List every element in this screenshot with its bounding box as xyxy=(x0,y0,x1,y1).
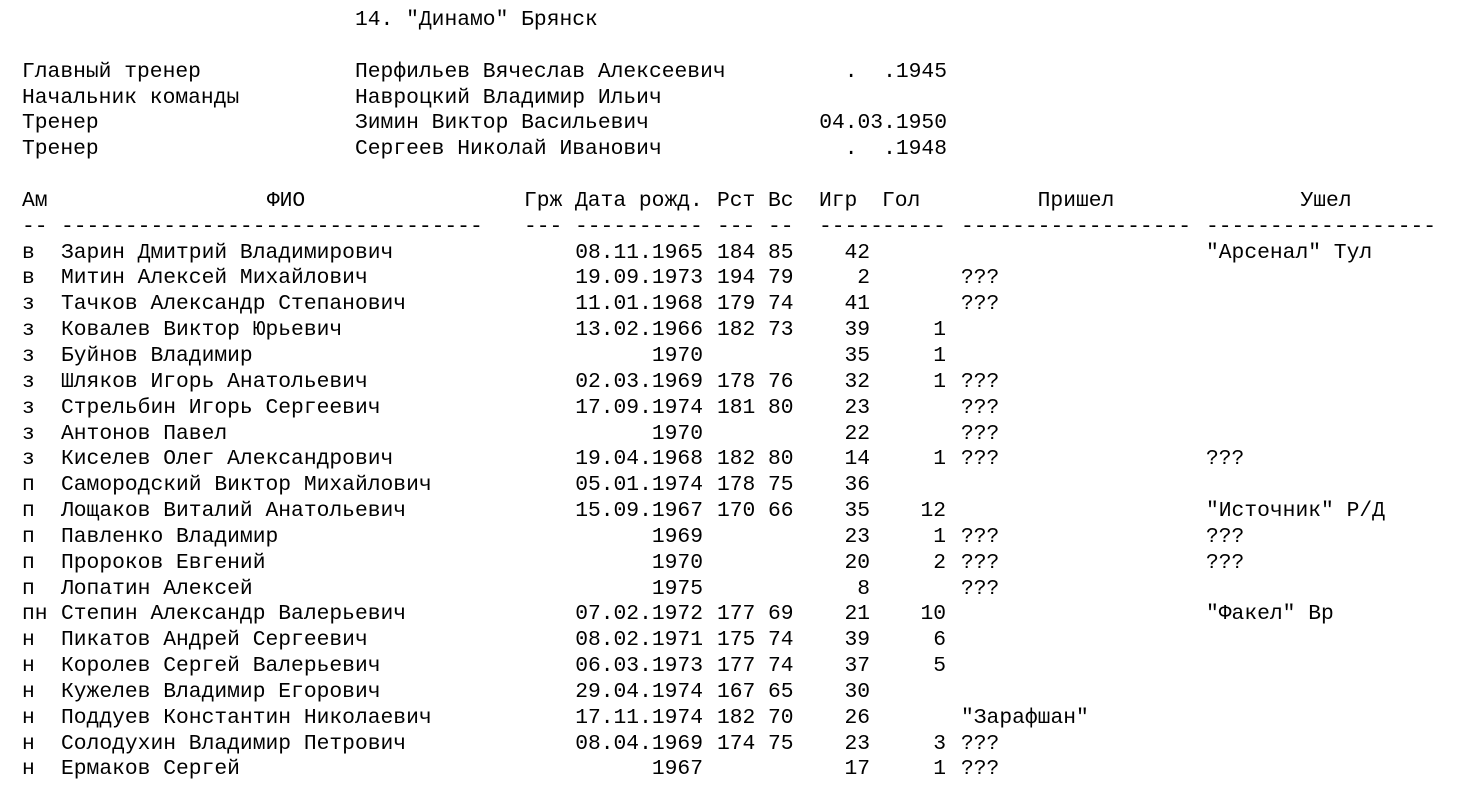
cell-height: 182 xyxy=(717,705,756,730)
cell-pos: н xyxy=(22,705,35,730)
cell-name: Ермаков Сергей xyxy=(61,757,240,782)
cell-weight: 66 xyxy=(768,499,794,524)
cell-height: 167 xyxy=(717,679,756,704)
header-height: Рст xyxy=(717,188,756,213)
header-from: Пришел xyxy=(1037,188,1115,213)
cell-pos: з xyxy=(22,343,35,368)
cell-to: ??? xyxy=(1206,447,1245,472)
header-name: ФИО xyxy=(266,188,306,213)
cell-weight: 75 xyxy=(768,473,794,498)
cell-goals: 1 xyxy=(933,343,946,368)
table-row xyxy=(22,757,1452,783)
cell-from: ??? xyxy=(961,395,1000,420)
cell-birth: 06.03.1973 xyxy=(575,654,703,679)
cell-weight: 74 xyxy=(768,654,794,679)
table-row xyxy=(22,318,1452,344)
cell-games: 42 xyxy=(844,240,870,265)
cell-weight: 69 xyxy=(768,602,794,627)
cell-goals: 1 xyxy=(933,447,946,472)
table-row xyxy=(22,628,1452,654)
cell-goals: 5 xyxy=(933,654,946,679)
cell-birth: 19.09.1973 xyxy=(575,266,703,291)
cell-from: ??? xyxy=(961,369,1000,394)
cell-from: ??? xyxy=(961,731,1000,756)
cell-birth: 1970 xyxy=(651,343,703,368)
cell-goals: 2 xyxy=(933,550,946,575)
staff-row xyxy=(22,60,1452,86)
table-row xyxy=(22,266,1452,292)
table-row xyxy=(22,602,1452,628)
cell-from: ??? xyxy=(961,757,1000,782)
cell-games: 17 xyxy=(844,757,870,782)
staff-role: Начальник команды xyxy=(22,85,240,110)
cell-name: Митин Алексей Михайлович xyxy=(61,266,368,291)
cell-goals: 1 xyxy=(933,524,946,549)
cell-name: Поддуев Константин Николаевич xyxy=(61,705,432,730)
staff-name: Зимин Виктор Васильевич xyxy=(355,111,649,136)
table-row xyxy=(22,473,1452,499)
cell-from: ??? xyxy=(961,576,1000,601)
cell-weight: 65 xyxy=(768,679,794,704)
separator-height: --- xyxy=(717,214,756,239)
cell-games: 22 xyxy=(844,421,870,446)
staff-name: Сергеев Николай Иванович xyxy=(355,137,662,162)
cell-from: "Зарафшан" xyxy=(961,705,1089,730)
cell-pos: в xyxy=(22,240,35,265)
cell-pos: в xyxy=(22,266,35,291)
table-row xyxy=(22,396,1452,422)
cell-name: Лощаков Виталий Анатольевич xyxy=(61,499,407,524)
cell-weight: 74 xyxy=(768,628,794,653)
cell-pos: п xyxy=(22,499,35,524)
separator-goals: ----- xyxy=(882,214,946,239)
header-cit: Грж xyxy=(524,188,563,213)
cell-weight: 73 xyxy=(768,318,794,343)
cell-games: 2 xyxy=(857,266,870,291)
cell-height: 179 xyxy=(717,292,756,317)
cell-height: 174 xyxy=(717,731,756,756)
staff-birth: . .1948 xyxy=(844,137,947,162)
table-header xyxy=(22,189,1452,215)
cell-birth: 13.02.1966 xyxy=(575,318,703,343)
cell-birth: 15.09.1967 xyxy=(575,499,703,524)
cell-goals: 1 xyxy=(933,318,946,343)
table-row xyxy=(22,551,1452,577)
cell-pos: н xyxy=(22,654,35,679)
cell-goals: 12 xyxy=(920,499,946,524)
header-to: Ушел xyxy=(1300,188,1352,213)
cell-name: Королев Сергей Валерьевич xyxy=(61,654,381,679)
cell-from: ??? xyxy=(961,292,1000,317)
staff-row xyxy=(22,111,1452,137)
staff-row xyxy=(22,137,1452,163)
cell-pos: пн xyxy=(22,602,48,627)
cell-games: 30 xyxy=(844,679,870,704)
table-separator xyxy=(22,215,1452,241)
cell-to: ??? xyxy=(1206,550,1245,575)
separator-cit: --- xyxy=(524,214,563,239)
cell-birth: 08.04.1969 xyxy=(575,731,703,756)
cell-height: 178 xyxy=(717,369,756,394)
cell-goals: 3 xyxy=(933,731,946,756)
cell-games: 39 xyxy=(844,628,870,653)
table-row xyxy=(22,706,1452,732)
cell-games: 21 xyxy=(844,602,870,627)
cell-name: Степин Александр Валерьевич xyxy=(61,602,407,627)
cell-name: Павленко Владимир xyxy=(61,524,279,549)
table-row xyxy=(22,292,1452,318)
cell-pos: з xyxy=(22,369,35,394)
cell-games: 35 xyxy=(844,343,870,368)
cell-from: ??? xyxy=(961,447,1000,472)
cell-birth: 08.02.1971 xyxy=(575,628,703,653)
cell-height: 178 xyxy=(717,473,756,498)
staff-row xyxy=(22,86,1452,112)
cell-name: Кужелев Владимир Егорович xyxy=(61,679,381,704)
header-goals: Гол xyxy=(882,188,921,213)
cell-birth: 19.04.1968 xyxy=(575,447,703,472)
table-row xyxy=(22,654,1452,680)
cell-name: Пикатов Андрей Сергеевич xyxy=(61,628,368,653)
separator-games: ----- xyxy=(819,214,883,239)
cell-games: 26 xyxy=(844,705,870,730)
blank-line xyxy=(22,163,1452,189)
cell-pos: н xyxy=(22,628,35,653)
cell-name: Самородский Виктор Михайлович xyxy=(61,473,432,498)
cell-name: Ковалев Виктор Юрьевич xyxy=(61,318,343,343)
staff-birth: . .1945 xyxy=(844,59,947,84)
cell-games: 20 xyxy=(844,550,870,575)
table-row xyxy=(22,370,1452,396)
staff-role: Тренер xyxy=(22,111,99,136)
cell-name: Шляков Игорь Анатольевич xyxy=(61,369,368,394)
cell-to: ??? xyxy=(1206,524,1245,549)
cell-height: 182 xyxy=(717,447,756,472)
cell-pos: п xyxy=(22,550,35,575)
separator-name: --------------------------------- xyxy=(61,214,483,239)
cell-height: 170 xyxy=(717,499,756,524)
cell-birth: 17.11.1974 xyxy=(575,705,703,730)
cell-pos: п xyxy=(22,576,35,601)
cell-goals: 10 xyxy=(920,602,946,627)
cell-name: Пророков Евгений xyxy=(61,550,266,575)
cell-pos: з xyxy=(22,421,35,446)
roster-table xyxy=(22,189,1452,783)
cell-birth: 08.11.1965 xyxy=(575,240,703,265)
cell-games: 23 xyxy=(844,395,870,420)
cell-birth: 11.01.1968 xyxy=(575,292,703,317)
separator-from: ------------------ xyxy=(961,214,1192,239)
table-row xyxy=(22,422,1452,448)
cell-weight: 70 xyxy=(768,705,794,730)
staff-role: Главный тренер xyxy=(22,59,201,84)
header-pos: Ам xyxy=(22,188,48,213)
separator-weight: -- xyxy=(768,214,794,239)
header-birth: Дата рожд. xyxy=(575,188,703,213)
cell-games: 36 xyxy=(844,473,870,498)
cell-from: ??? xyxy=(961,421,1000,446)
cell-to: "Источник" Р/Д xyxy=(1206,499,1385,524)
cell-games: 35 xyxy=(844,499,870,524)
header-weight: Вс xyxy=(768,188,794,213)
cell-birth: 17.09.1974 xyxy=(575,395,703,420)
cell-games: 32 xyxy=(844,369,870,394)
cell-games: 23 xyxy=(844,524,870,549)
cell-name: Зарин Дмитрий Владимирович xyxy=(61,240,394,265)
team-title: 14. "Динамо" Брянск xyxy=(355,8,598,32)
cell-name: Киселев Олег Александрович xyxy=(61,447,394,472)
cell-birth: 29.04.1974 xyxy=(575,679,703,704)
cell-pos: з xyxy=(22,395,35,420)
cell-weight: 85 xyxy=(768,240,794,265)
table-row xyxy=(22,344,1452,370)
cell-birth: 1967 xyxy=(651,757,703,782)
table-row xyxy=(22,680,1452,706)
cell-height: 184 xyxy=(717,240,756,265)
staff-list xyxy=(22,60,1452,163)
table-row xyxy=(22,525,1452,551)
cell-to: "Факел" Вр xyxy=(1206,602,1334,627)
cell-goals: 1 xyxy=(933,369,946,394)
cell-birth: 07.02.1972 xyxy=(575,602,703,627)
cell-games: 23 xyxy=(844,731,870,756)
cell-weight: 80 xyxy=(768,395,794,420)
table-row xyxy=(22,241,1452,267)
cell-height: 175 xyxy=(717,628,756,653)
cell-weight: 79 xyxy=(768,266,794,291)
separator-birth: ---------- xyxy=(575,214,703,239)
cell-birth: 1975 xyxy=(651,576,703,601)
cell-pos: з xyxy=(22,318,35,343)
cell-pos: н xyxy=(22,757,35,782)
header-games: Игр xyxy=(819,188,858,213)
staff-name: Перфильев Вячеслав Алексеевич xyxy=(355,59,726,84)
table-row xyxy=(22,499,1452,525)
cell-name: Лопатин Алексей xyxy=(61,576,253,601)
staff-name: Навроцкий Владимир Ильич xyxy=(355,85,662,110)
separator-pos: -- xyxy=(22,214,48,239)
cell-weight: 75 xyxy=(768,731,794,756)
cell-height: 177 xyxy=(717,654,756,679)
cell-from: ??? xyxy=(961,550,1000,575)
cell-goals: 6 xyxy=(933,628,946,653)
separator-to: ------------------ xyxy=(1206,214,1437,239)
cell-name: Антонов Павел xyxy=(61,421,228,446)
cell-birth: 02.03.1969 xyxy=(575,369,703,394)
cell-from: ??? xyxy=(961,524,1000,549)
cell-weight: 80 xyxy=(768,447,794,472)
cell-name: Тачков Александр Степанович xyxy=(61,292,407,317)
cell-games: 41 xyxy=(844,292,870,317)
table-row xyxy=(22,732,1452,758)
staff-birth: 04.03.1950 xyxy=(819,111,947,136)
cell-height: 177 xyxy=(717,602,756,627)
cell-birth: 05.01.1974 xyxy=(575,473,703,498)
cell-birth: 1970 xyxy=(651,421,703,446)
cell-height: 181 xyxy=(717,395,756,420)
cell-birth: 1970 xyxy=(651,550,703,575)
cell-name: Стрельбин Игорь Сергеевич xyxy=(61,395,381,420)
cell-games: 14 xyxy=(844,447,870,472)
cell-games: 39 xyxy=(844,318,870,343)
cell-pos: п xyxy=(22,473,35,498)
cell-pos: з xyxy=(22,292,35,317)
cell-birth: 1969 xyxy=(651,524,703,549)
table-row xyxy=(22,577,1452,603)
cell-pos: н xyxy=(22,731,35,756)
cell-weight: 74 xyxy=(768,292,794,317)
cell-from: ??? xyxy=(961,266,1000,291)
document xyxy=(22,8,1452,783)
cell-name: Буйнов Владимир xyxy=(61,343,253,368)
cell-pos: з xyxy=(22,447,35,472)
cell-height: 182 xyxy=(717,318,756,343)
table-row xyxy=(22,447,1452,473)
cell-to: "Арсенал" Тул xyxy=(1206,240,1373,265)
title-line xyxy=(22,8,1452,34)
blank-line xyxy=(22,34,1452,60)
cell-games: 8 xyxy=(857,576,870,601)
cell-goals: 1 xyxy=(933,757,946,782)
cell-games: 37 xyxy=(844,654,870,679)
cell-weight: 76 xyxy=(768,369,794,394)
cell-name: Солодухин Владимир Петрович xyxy=(61,731,407,756)
cell-pos: п xyxy=(22,524,35,549)
cell-height: 194 xyxy=(717,266,756,291)
staff-role: Тренер xyxy=(22,137,99,162)
cell-pos: н xyxy=(22,679,35,704)
